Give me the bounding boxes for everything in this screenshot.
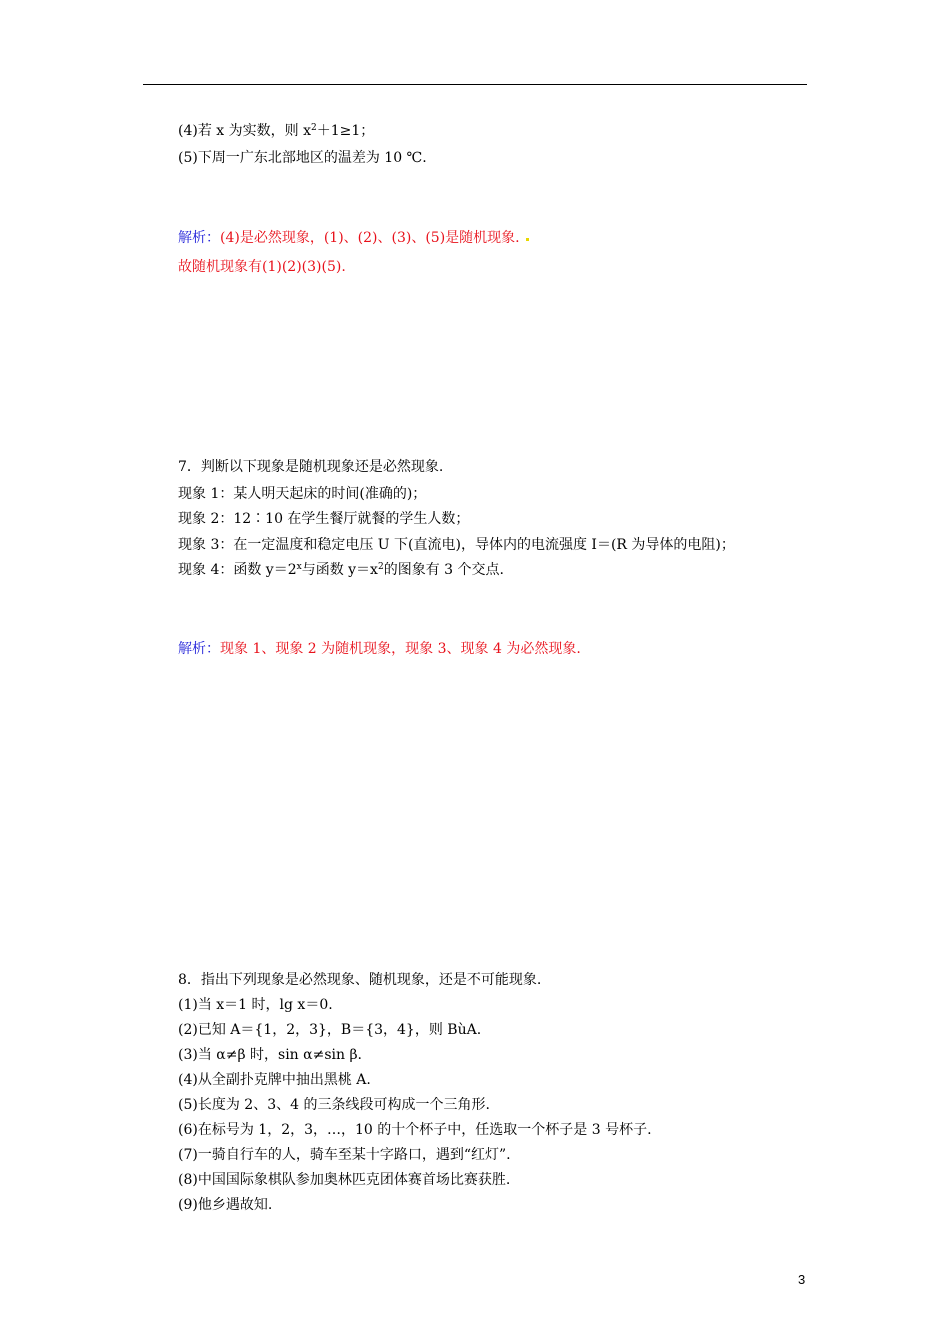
q8-item: (1)当 x＝1 时，lg x＝0. xyxy=(178,997,333,1013)
q8-stem: 8．指出下列现象是必然现象、随机现象，还是不可能现象. xyxy=(178,972,542,988)
q7-phenomenon-2: 现象 2：12∶10 在学生餐厅就餐的学生人数； xyxy=(178,511,470,527)
q8-item: (7)一骑自行车的人，骑车至某十字路口，遇到“红灯”. xyxy=(178,1147,511,1163)
q6-solution xyxy=(178,229,529,247)
solution-label: 解析： xyxy=(178,641,220,657)
header-rule xyxy=(143,84,807,85)
q8-item: (9)他乡遇故知. xyxy=(178,1197,273,1213)
q7-stem: 7．判断以下现象是随机现象还是必然现象. xyxy=(178,459,444,475)
q7-phenomenon-3: 现象 3：在一定温度和稳定电压 U 下(直流电)，导体内的电流强度 I＝(R 为导体的电阻)； xyxy=(178,537,735,553)
q8-item: (2)已知 A＝{1，2，3}，B＝{3，4}，则 BùA. xyxy=(178,1022,482,1038)
stray-mark xyxy=(526,238,529,241)
solution-text: 现象 1、现象 2 为随机现象，现象 3、现象 4 为必然现象. xyxy=(220,641,581,657)
q8-item: (6)在标号为 1，2，3，…，10 的十个杯子中，任选取一个杯子是 3 号杯子. xyxy=(178,1122,652,1138)
solution-text: (4)是必然现象，(1)、(2)、(3)、(5)是随机现象. xyxy=(220,230,520,246)
q8-item: (8)中国国际象棋队参加奥林匹克团体赛首场比赛获胜. xyxy=(178,1172,511,1188)
q7-phenomenon-4: 现象 4：函数 $y=2^x$与函数 $y=x^2$的图象有 3 个交点. xyxy=(178,562,504,578)
q6-item-5: (5)下周一广东北部地区的温差为 10 ℃. xyxy=(178,150,427,166)
q7-solution xyxy=(178,640,581,658)
q8-item: (4)从全副扑克牌中抽出黑桃 A. xyxy=(178,1072,371,1088)
q8-item: (5)长度为 2、3、4 的三条线段可构成一个三角形. xyxy=(178,1097,490,1113)
q8-item: (3)当 α≠β 时，sin α≠sin β. xyxy=(178,1047,362,1063)
q6-conclusion: 故随机现象有(1)(2)(3)(5). xyxy=(178,259,346,275)
q7-phenomenon-1: 现象 1：某人明天起床的时间(准确的)； xyxy=(178,486,427,502)
solution-label: 解析： xyxy=(178,230,220,246)
q6-item-4: (4)若 x 为实数，则 $x^2+1\ge 1$； xyxy=(178,123,375,139)
page-number: 3 xyxy=(798,1272,806,1287)
